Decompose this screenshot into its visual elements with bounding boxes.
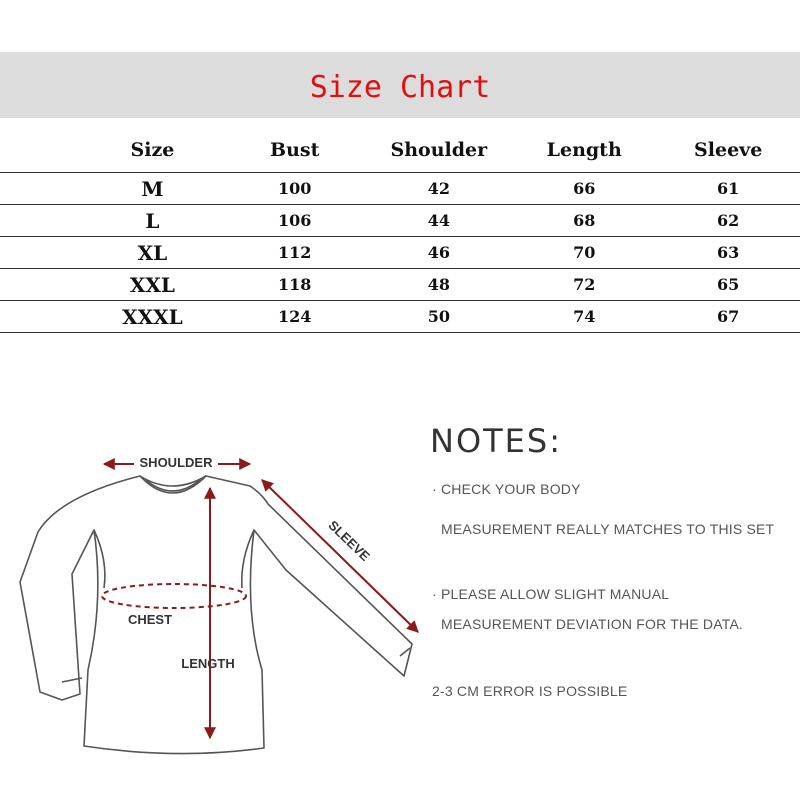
header-bust: Bust: [270, 139, 320, 161]
size-table: [0, 128, 800, 333]
chest-measure: [102, 584, 246, 608]
cell-length: 72: [512, 269, 656, 301]
cell-size: L: [81, 205, 224, 237]
sleeve-label: SLEEVE: [325, 517, 373, 564]
header-sleeve: Sleeve: [694, 139, 763, 161]
cell-length: 70: [512, 237, 656, 269]
cell-sleeve: 61: [656, 173, 800, 205]
sleeve-arrow: [262, 480, 418, 632]
cell-shoulder: 46: [366, 237, 512, 269]
chest-label: CHEST: [127, 612, 173, 627]
cell-bust: 100: [224, 173, 366, 205]
note-text: CHECK YOUR BODY: [441, 481, 581, 497]
cell-size: XXXL: [81, 301, 224, 333]
shoulder-label: SHOULDER: [139, 455, 213, 470]
cell-shoulder: 42: [366, 173, 512, 205]
notes-heading: NOTES:: [430, 422, 562, 460]
cell-size: M: [81, 173, 224, 205]
shirt-outline: [20, 476, 412, 754]
cell-sleeve: 67: [656, 301, 800, 333]
table-row: [0, 237, 800, 269]
note-text: PLEASE ALLOW SLIGHT MANUAL: [441, 586, 670, 602]
page-title: Size Chart: [309, 70, 491, 105]
header-length: Length: [546, 139, 622, 161]
cell-length: 74: [512, 301, 656, 333]
length-label: LENGTH: [181, 656, 235, 671]
shirt-diagram: [0, 420, 430, 800]
table-header-row: [0, 128, 800, 173]
cell-bust: 118: [224, 269, 366, 301]
cell-sleeve: 63: [656, 237, 800, 269]
cell-bust: 106: [224, 205, 366, 237]
table-row: [0, 205, 800, 237]
cell-sleeve: 62: [656, 205, 800, 237]
header-shoulder: Shoulder: [390, 139, 488, 161]
note-text: 2-3 CM ERROR IS POSSIBLE: [432, 683, 628, 699]
cell-size: XL: [81, 237, 224, 269]
cell-length: 66: [512, 173, 656, 205]
table-row: [0, 173, 800, 205]
table-row: [0, 269, 800, 301]
cell-size: XXL: [81, 269, 224, 301]
cell-shoulder: 44: [366, 205, 512, 237]
header-size: Size: [130, 139, 175, 161]
note-text: MEASUREMENT DEVIATION FOR THE DATA.: [441, 616, 744, 632]
cell-length: 68: [512, 205, 656, 237]
cell-bust: 124: [224, 301, 366, 333]
cell-shoulder: 48: [366, 269, 512, 301]
note-text: MEASUREMENT REALLY MATCHES TO THIS SET: [441, 521, 775, 537]
table-row: [0, 301, 800, 333]
cell-shoulder: 50: [366, 301, 512, 333]
note-bullet: ·: [432, 481, 437, 497]
cell-bust: 112: [224, 237, 366, 269]
cell-sleeve: 65: [656, 269, 800, 301]
note-bullet: ·: [432, 586, 437, 602]
